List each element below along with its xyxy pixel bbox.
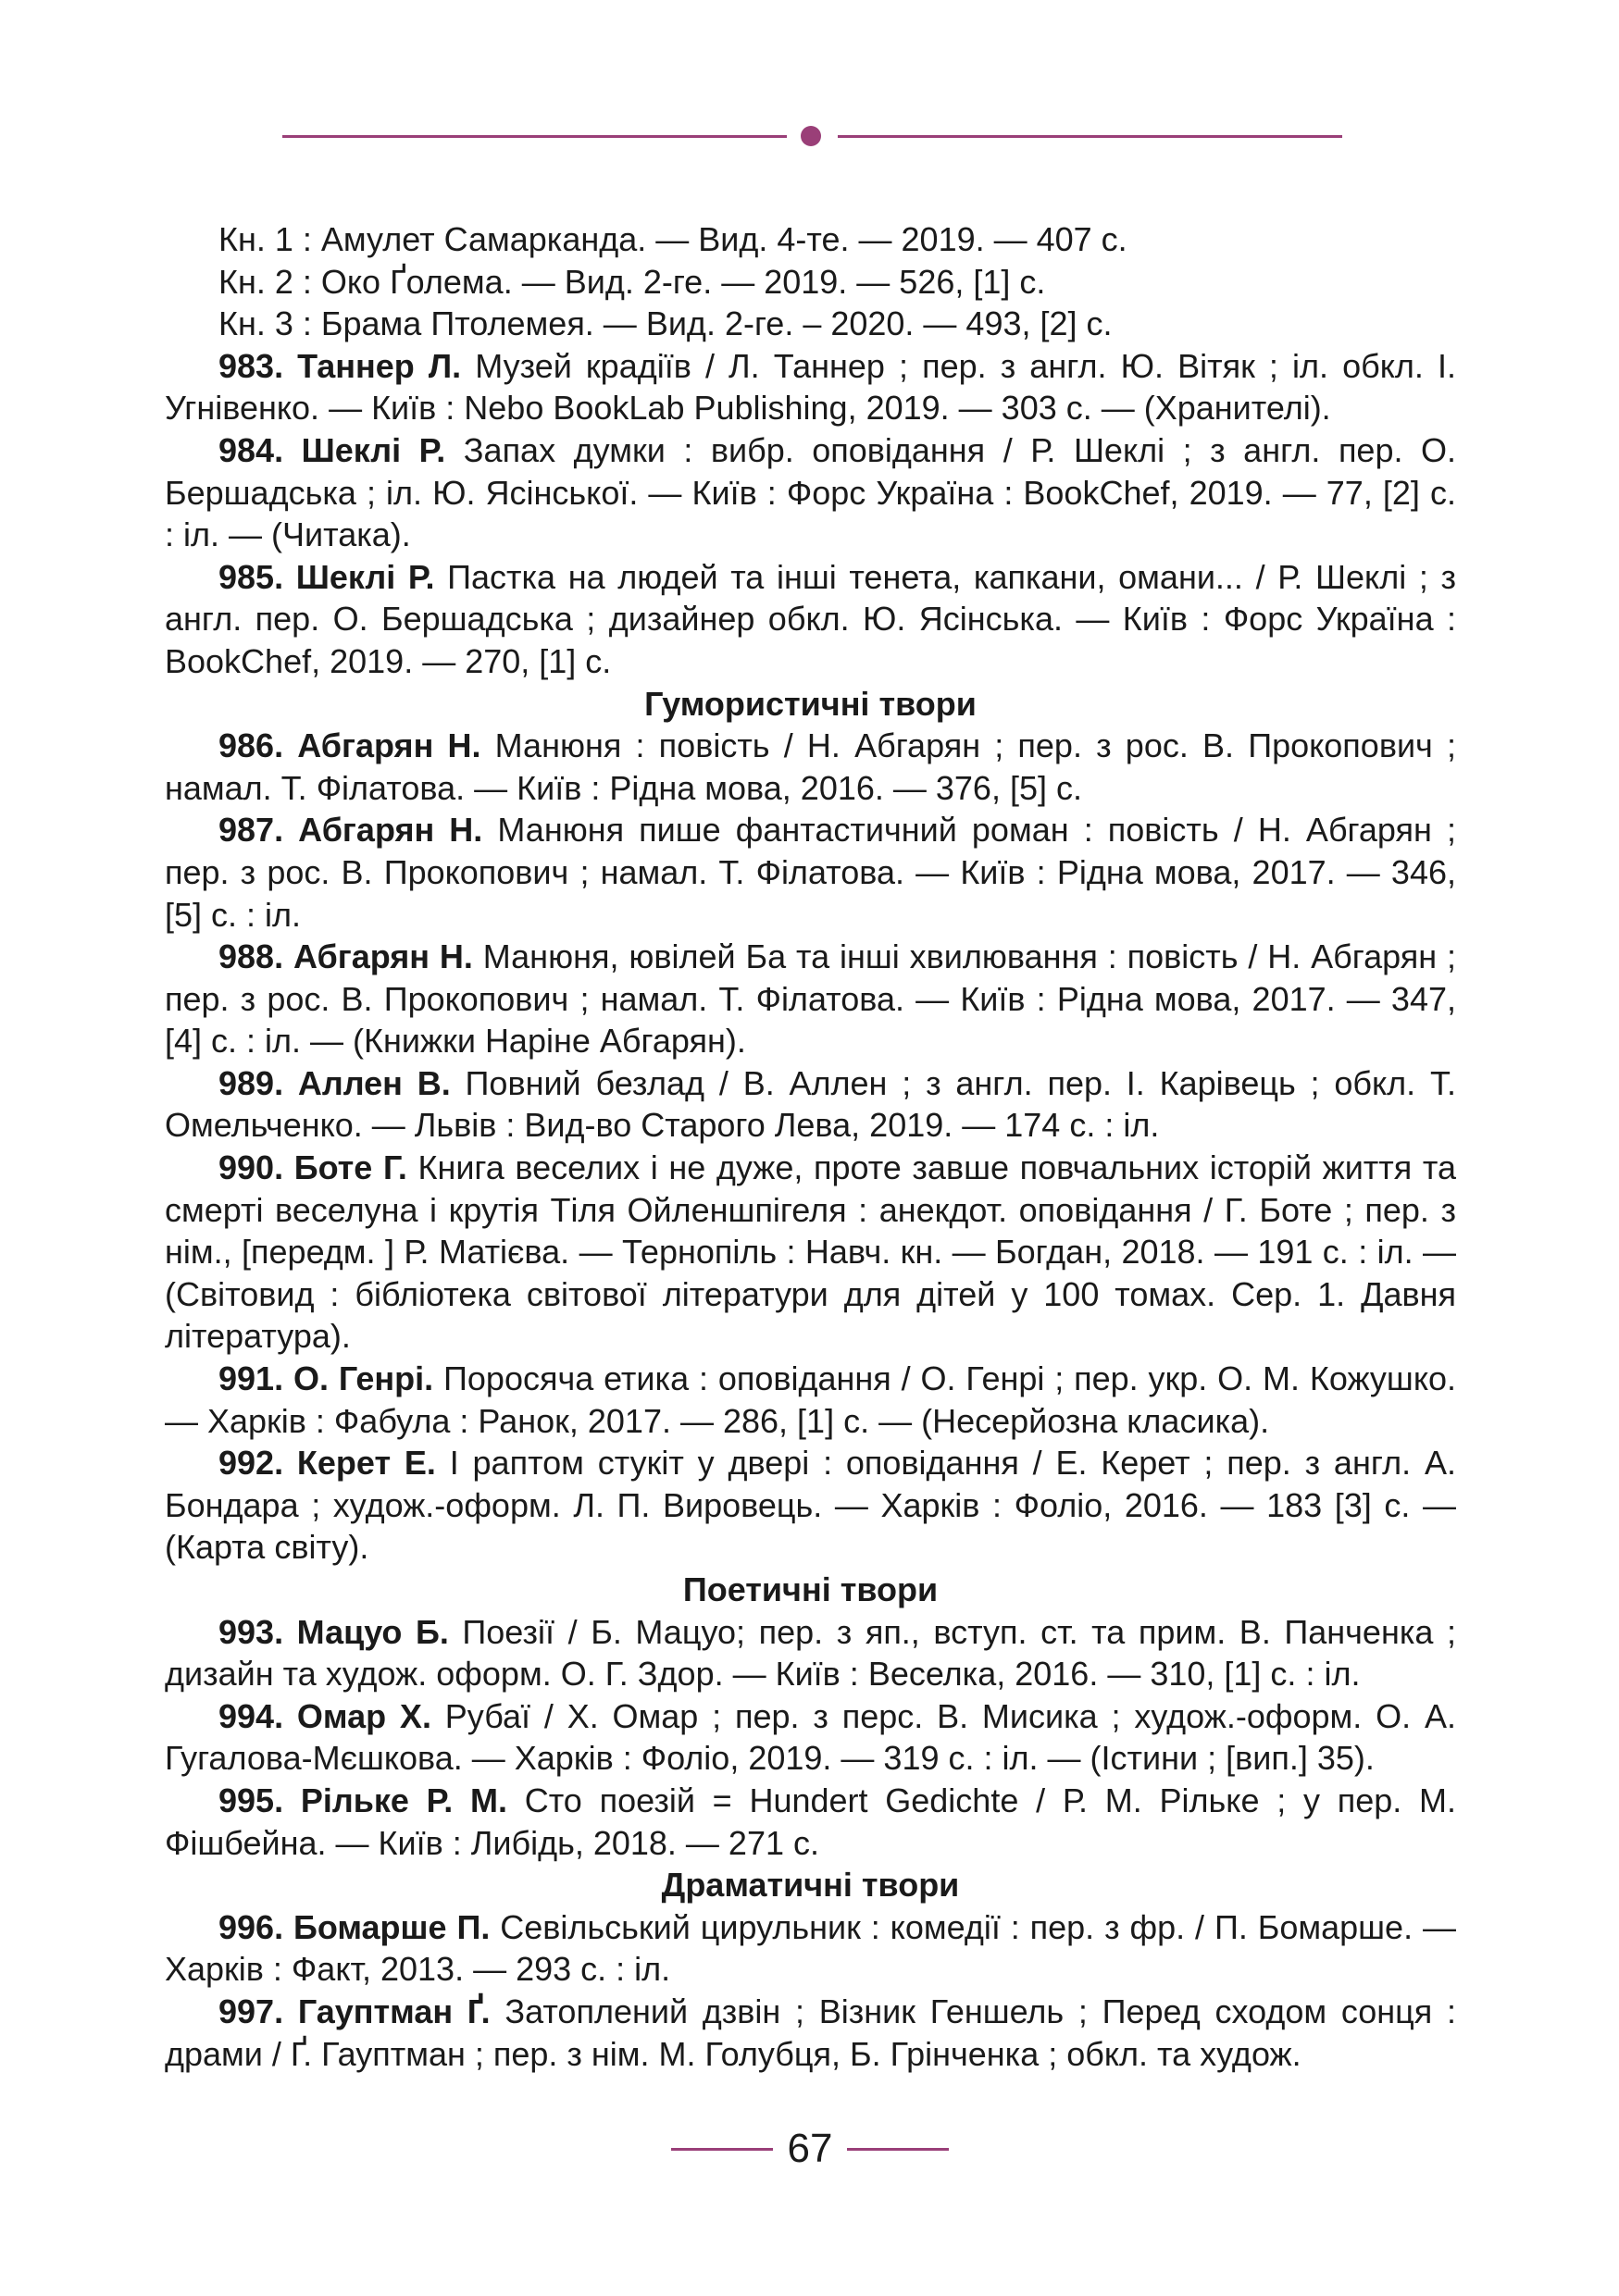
entry-number: 995. bbox=[218, 1781, 284, 1819]
entry-text: Манюня, ювілей Ба та інші хвилювання : повість / Н. Абгарян ; пер. з рос. В. Прокопович ; намал. Т. Філатова. — Київ : Рідна мова, 2017. — 347, [4] с. : іл. — (Книжки Наріне Абгарян). bbox=[165, 937, 1456, 1061]
bib-entry bbox=[165, 1611, 1456, 1695]
entry-number: 997. bbox=[218, 1992, 284, 2030]
volume-line: Кн. 2 : Око Ґолема. — Вид. 2-ге. — 2019. — 526, [1] с. bbox=[218, 262, 1046, 301]
entry-author: Рільке Р. М. bbox=[300, 1781, 507, 1819]
bib-entry bbox=[165, 1062, 1456, 1147]
bib-entry bbox=[165, 556, 1456, 683]
entry-text: Книга веселих і не дуже, проте завше повчальних історій життя та смерті веселуна і крутія Тіля Ойленшпігеля : анекдот. оповідання / Г. Боте ; пер. з нім., [передм. ] Р. Матієва. — Тернопіль : Навч. кн. — Богдан, 2018. — 191 с. : іл. — (Світовид : бібліотека світової літератури для дітей у 100 томах. Сер. 1. Давня література). bbox=[165, 1148, 1456, 1356]
entry-number: 989. bbox=[218, 1063, 284, 1102]
entry-author: Абгарян Н. bbox=[293, 937, 473, 976]
entry-text: Затоплений дзвін ; Візник Геншель ; Перед сходом сонця : драми / Ґ. Гауптман ; пер. з нім. М. Голубця, Б. Грінченка ; обкл. та худож. bbox=[165, 1992, 1456, 2073]
entry-author: Шеклі Р. bbox=[295, 557, 435, 596]
entry-author: Абгарян Н. bbox=[297, 726, 481, 765]
entry-author: Абгарян Н. bbox=[298, 811, 483, 850]
entry-text: Поезії / Б. Мацуо; пер. з яп., вступ. ст. та прим. В. Панченка ; дизайн та худож. оформ. О. Г. Здор. — Київ : Веселка, 2016. — 310, [1] с. : іл. bbox=[165, 1612, 1456, 1694]
bib-entry bbox=[165, 725, 1456, 809]
entry-author: Бомарше П. bbox=[293, 1907, 491, 1946]
header-rule-right bbox=[838, 135, 1342, 138]
bib-entry bbox=[165, 936, 1456, 1062]
bib-entry bbox=[165, 1358, 1456, 1442]
bib-entry bbox=[165, 345, 1456, 429]
entry-author: Таннер Л. bbox=[297, 346, 462, 385]
volume-line: Кн. 1 : Амулет Самарканда. — Вид. 4-те. — 2019. — 407 с. bbox=[218, 220, 1127, 258]
entry-number: 988. bbox=[218, 937, 284, 976]
bib-entry bbox=[165, 1780, 1456, 1864]
entry-text: Севільський цирульник : комедії : пер. з фр. / П. Бомарше. — Харків : Факт, 2013. — 293 с. : іл. bbox=[165, 1907, 1456, 1989]
entry-text: Манюня : повість / Н. Абгарян ; пер. з рос. В. Прокопович ; намал. Т. Філатова. — Київ : Рідна мова, 2016. — 376, [5] с. bbox=[165, 726, 1456, 807]
entry-number: 985. bbox=[218, 557, 284, 596]
entry-number: 991. bbox=[218, 1359, 284, 1398]
entry-author: Керет Е. bbox=[296, 1444, 436, 1483]
section-heading-drama: Драматичні твори bbox=[661, 1866, 960, 1905]
footer-rule-left bbox=[671, 2148, 773, 2151]
footer-rule-right bbox=[847, 2148, 949, 2151]
entry-author: Омар Х. bbox=[296, 1696, 431, 1735]
entry-number: 984. bbox=[218, 430, 284, 469]
entry-number: 986. bbox=[218, 726, 284, 765]
entry-number: 993. bbox=[218, 1612, 284, 1651]
page-number: 67 bbox=[787, 2126, 833, 2171]
entry-number: 994. bbox=[218, 1696, 284, 1735]
section-heading-humor: Гумористичні твори bbox=[644, 684, 977, 723]
entry-number: 990. bbox=[218, 1148, 284, 1187]
entry-number: 987. bbox=[218, 811, 284, 850]
entry-text: Рубаї / Х. Омар ; пер. з перс. В. Мисика ; худож.-оформ. О. А. Гугалова-Мєшкова. — Харків : Фоліо, 2019. — 319 с. : іл. — (Істини ; [вип.] 35). bbox=[165, 1696, 1456, 1778]
entry-text: Музей крадіїв / Л. Таннер ; пер. з англ. Ю. Вітяк ; іл. обкл. І. Угнівенко. — Київ : Nebo BookLab Publishing, 2019. — 303 с. — (Хранителі). bbox=[165, 346, 1456, 428]
entry-author: Боте Г. bbox=[293, 1148, 407, 1187]
entry-text: Повний безлад / В. Аллен ; з англ. пер. І. Карівець ; обкл. Т. Омельченко. — Львів : Вид-во Старого Лева, 2019. — 174 с. : іл. bbox=[165, 1063, 1456, 1145]
bib-entry bbox=[165, 1147, 1456, 1358]
entry-text: І раптом стукіт у двері : оповідання / Е. Керет ; пер. з англ. А. Бондара ; худож.-оформ. Л. П. Вировець. — Харків : Фоліо, 2016. — 183 [3] с. — (Карта світу). bbox=[165, 1444, 1456, 1567]
entry-text: Манюня пише фантастичний роман : повість / Н. Абгарян ; пер. з рос. В. Прокопович ; намал. Т. Філатова. — Київ : Рідна мова, 2017. — 346, [5] с. : іл. bbox=[165, 811, 1457, 934]
entry-text: Запах думки : вибр. оповідання / Р. Шеклі ; з англ. пер. О. Бершадська ; іл. Ю. Ясінської. — Київ : Форс Україна : BookChef, 2019. — 77, [2] с. : іл. — (Читака). bbox=[165, 430, 1456, 554]
bib-entry bbox=[165, 1442, 1456, 1569]
entry-author: Шеклі Р. bbox=[301, 430, 446, 469]
bib-entry bbox=[165, 1991, 1456, 2075]
bib-entry bbox=[165, 1695, 1456, 1780]
entry-author: Мацуо Б. bbox=[296, 1612, 449, 1651]
bibliography-content bbox=[165, 218, 1456, 2075]
entry-text: Сто поезій = Hundert Gedichte / Р. М. Рільке ; у пер. М. Фішбейна. — Київ : Либідь, 2018. — 271 с. bbox=[165, 1781, 1456, 1862]
entry-number: 996. bbox=[218, 1907, 284, 1946]
bib-entry bbox=[165, 1906, 1456, 1991]
entry-text: Пастка на людей та інші тенета, капкани, омани... / Р. Шеклі ; з англ. пер. О. Бершадська ; дизайнер обкл. Ю. Ясінська. — Київ : Форс Україна : BookChef, 2019. — 270, [1] с. bbox=[165, 557, 1456, 680]
entry-number: 992. bbox=[218, 1444, 284, 1483]
header-rule-left bbox=[282, 135, 787, 138]
header-ornament-dot bbox=[801, 126, 821, 146]
section-heading-poetry: Поетичні твори bbox=[682, 1570, 939, 1608]
entry-author: Гауптман Ґ. bbox=[297, 1992, 491, 2030]
volume-line: Кн. 3 : Брама Птолемея. — Вид. 2-ге. – 2020. — 493, [2] с. bbox=[218, 304, 1113, 343]
bib-entry bbox=[165, 429, 1456, 556]
entry-author: Аллен В. bbox=[297, 1063, 451, 1102]
bib-entry bbox=[165, 809, 1456, 936]
entry-author: О. Генрі. bbox=[293, 1359, 434, 1398]
entry-text: Поросяча етика : оповідання / О. Генрі ; пер. укр. О. М. Кожушко. — Харків : Фабула : Ранок, 2017. — 286, [1] с. — (Несерйозна класика). bbox=[165, 1359, 1456, 1440]
entry-number: 983. bbox=[218, 346, 284, 385]
